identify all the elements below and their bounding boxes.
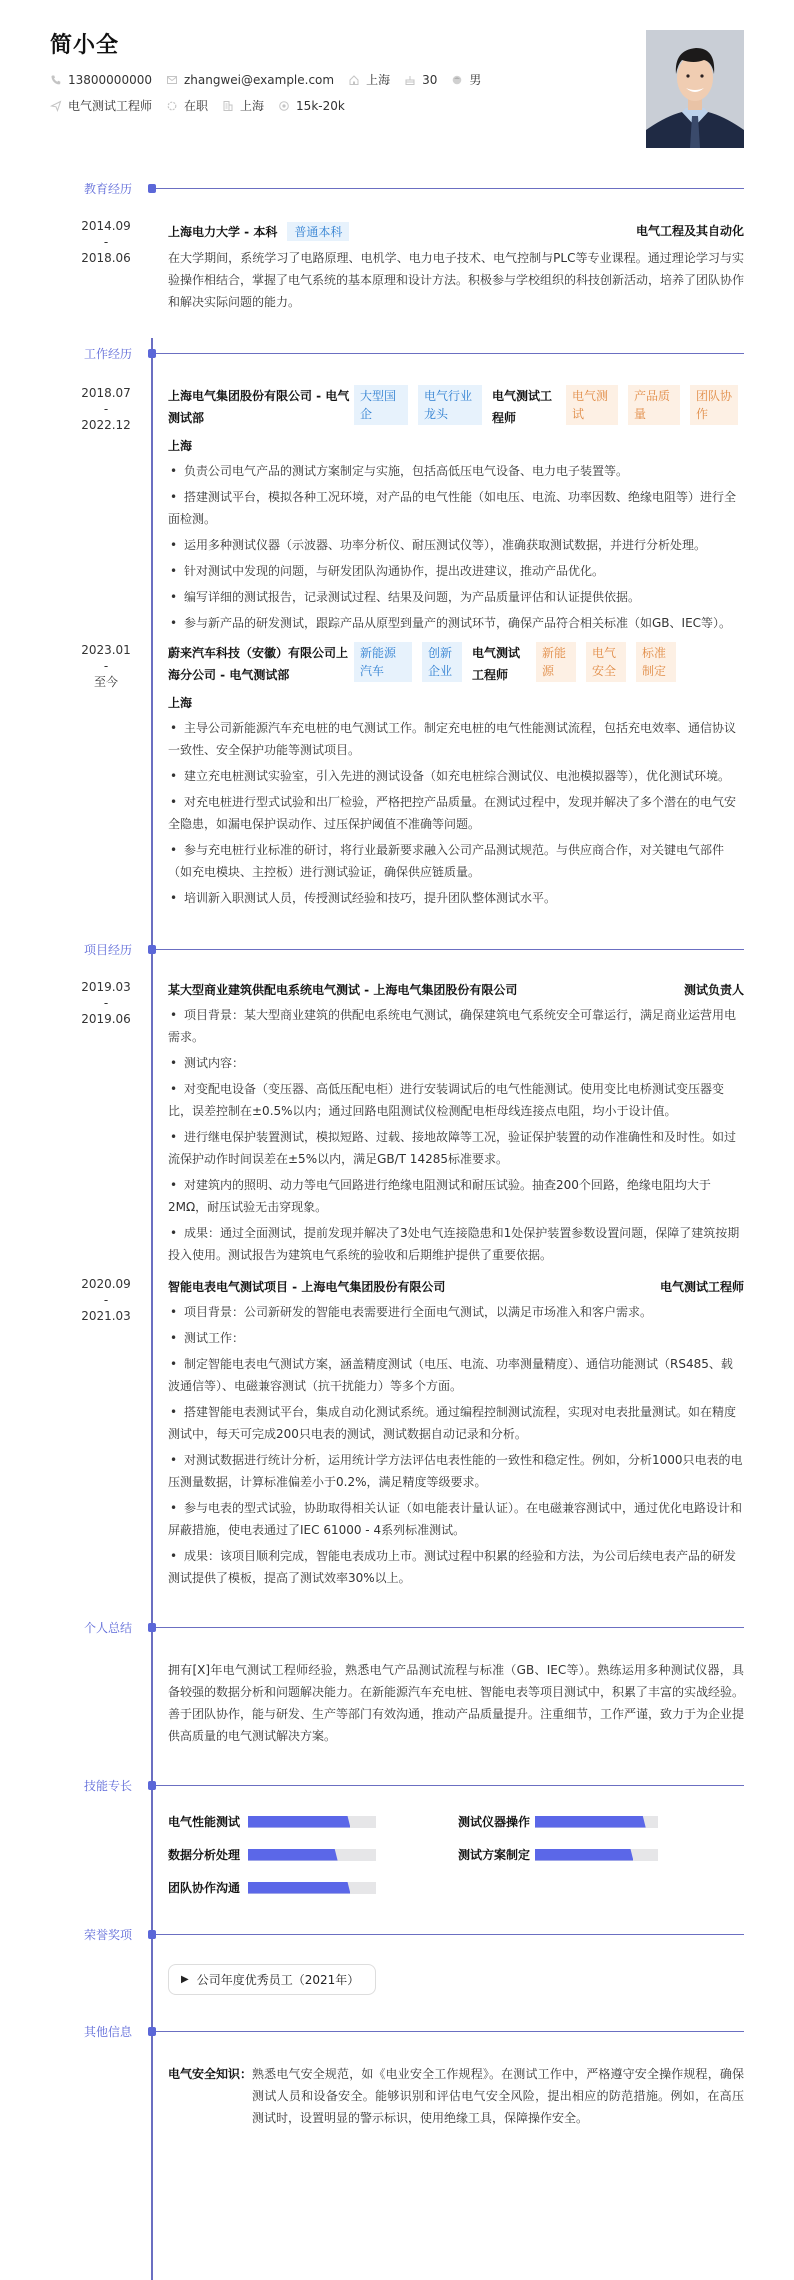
project-role: 电气测试工程师 (659, 1280, 744, 1294)
section-divider (156, 188, 744, 189)
company-name: 上海电气集团股份有限公司 - 电气测试部 (168, 389, 350, 425)
work-city: 上海 (168, 439, 193, 453)
award-text: 公司年度优秀员工（2021年） (196, 1973, 360, 1987)
project-heading (168, 981, 744, 998)
section-header (0, 343, 794, 365)
skill-item (458, 1846, 658, 1863)
school-name: 上海电力大学 - 本科 (168, 225, 278, 239)
other-entry (0, 2063, 794, 2129)
mail-icon (166, 74, 178, 86)
section-title-other: 其他信息 (84, 2025, 133, 2039)
education-date: 2014.09 - 2018.06 (81, 219, 131, 265)
awards-entry (0, 1964, 794, 1995)
work-section (0, 313, 794, 909)
list-item: • 对变配电设备（变压器、高低压配电柜）进行安装调试后的电气性能测试。使用变比电桥测试变压器变比，误差控制在±0.5%以内；通过回路电阻测试仪检测配电柜母线连接点电阻，均小于设计值。 (168, 1082, 725, 1118)
other-section (0, 1995, 794, 2129)
section-divider (156, 2031, 744, 2032)
company-tag: 创新企业 (422, 642, 462, 682)
skill-name: 数据分析处理 (168, 1848, 241, 1862)
section-marker (148, 1930, 156, 1939)
skill-tag: 电气测试 (566, 385, 618, 425)
summary-text: 拥有[X]年电气测试工程师经验，熟悉电气产品测试流程与标准（GB、IEC等）。熟练运用多种测试仪器，具备较强的数据分析和问题解决能力。在新能源汽车充电桩、智能电表等项目测试中，积累了丰富的实战经验。善于团队协作，能与研发、生产等部门有效沟通，推动产品质量提升。注重细节，工作严谨，致力于为企业提供高质量的电气测试解决方案。 (168, 1663, 745, 1743)
list-item: • 针对测试中发现的问题，与研发团队沟通协作，提出改进建议，推动产品优化。 (170, 564, 605, 578)
age-item (404, 73, 437, 87)
list-item: • 成果：该项目顺利完成，智能电表成功上市。测试过程中积累的经验和方法，为公司后续电表产品的研发测试提供了模板，提高了测试效率30%以上。 (168, 1549, 737, 1585)
job-row (50, 97, 359, 114)
skill-name: 测试仪器操作 (458, 1815, 531, 1829)
section-header (0, 939, 794, 961)
major-name: 电气工程及其自动化 (635, 224, 744, 238)
project-role: 测试负责人 (683, 983, 744, 997)
status-item (166, 97, 208, 114)
section-title-summary: 个人总结 (84, 1621, 133, 1635)
skill-tag: 电气安全 (586, 642, 626, 682)
salary-icon (278, 100, 290, 112)
summary-section (0, 1593, 794, 1747)
phone-icon (50, 74, 62, 86)
section-title-skills: 技能专长 (84, 1779, 133, 1793)
section-marker (148, 945, 156, 954)
summary-entry (0, 1659, 794, 1747)
skill-level-fill (535, 1816, 646, 1828)
company-tag: 新能源汽车 (354, 642, 412, 682)
list-item: • 参与新产品的研发测试，跟踪产品从原型到量产的测试环节，确保产品符合相关标准（如GB、IEC等）。 (170, 616, 732, 630)
skill-tags (566, 385, 738, 425)
list-item: • 进行继电保护装置测试，模拟短路、过载、接地故障等工况，验证保护装置的动作准确性和及时性。如过流保护动作时间误差在±5%以内，满足GB/T 14285标准要求。 (168, 1130, 737, 1166)
work-date: 2018.07 - 2022.12 (81, 386, 131, 432)
skill-name: 团队协作沟通 (168, 1881, 241, 1895)
work-city: 上海 (168, 696, 193, 710)
home-icon (348, 74, 360, 86)
list-item: • 测试内容： (170, 1056, 245, 1070)
skill-tag: 标准制定 (636, 642, 676, 682)
status-icon (166, 100, 178, 112)
section-header (0, 2021, 794, 2043)
project-title: 智能电表电气测试项目 - 上海电气集团股份有限公司 (168, 1280, 446, 1294)
section-divider (156, 1785, 744, 1786)
section-divider (156, 1934, 744, 1935)
skill-item (168, 1879, 458, 1896)
list-item: • 成果：通过全面测试，提前发现并解决了3处电气连接隐患和1处保护装置参数设置问题，保障了建筑按期投入使用。测试报告为建筑电气系统的验收和后期维护提供了重要依据。 (168, 1226, 740, 1262)
job-title-text: 电气测试工程师 (68, 99, 153, 113)
section-marker (148, 349, 156, 358)
work-bullets (168, 717, 744, 909)
project-heading (168, 1278, 744, 1295)
skill-bar (535, 1849, 658, 1861)
resume-timeline (0, 160, 794, 2129)
project-entry (0, 1278, 794, 1589)
phone-item (50, 73, 152, 87)
company-tag: 大型国企 (354, 385, 408, 425)
section-title-education: 教育经历 (84, 182, 133, 196)
location-item (348, 71, 390, 88)
project-bullets (168, 1004, 744, 1266)
skill-level-fill (248, 1882, 350, 1894)
section-divider (156, 949, 744, 950)
section-header (0, 1775, 794, 1797)
skill-item (458, 1813, 658, 1830)
section-divider (156, 1627, 744, 1628)
send-icon (50, 100, 62, 112)
skill-tags (536, 642, 676, 682)
degree-badge: 普通本科 (287, 222, 349, 241)
list-item: • 对充电桩进行型式试验和出厂检验，严格把控产品质量。在测试过程中，发现并解决了多个潜在的电气安全隐患，如漏电保护误动作、过压保护阈值不准确等问题。 (168, 795, 737, 831)
company-tags (354, 642, 472, 682)
location-text: 上海 (366, 73, 391, 87)
job-role: 电气测试工程师 (472, 646, 521, 682)
company-tags (354, 385, 492, 425)
city-item (222, 97, 264, 114)
work-entry (0, 385, 794, 634)
education-description: 在大学期间，系统学习了电路原理、电机学、电力电子技术、电气控制与PLC等专业课程。通过理论学习与实验操作相结合，掌握了电气系统的基本原理和设计方法。积极参与学校组织的科技创新活动，培养了团队协作和解决实际问题的能力。 (168, 251, 745, 309)
section-title-project: 项目经历 (84, 943, 133, 957)
skill-level-fill (535, 1849, 633, 1861)
skill-bar (248, 1882, 376, 1894)
list-item: • 培训新入职测试人员，传授测试经验和技巧，提升团队整体测试水平。 (170, 891, 557, 905)
section-marker (148, 2027, 156, 2036)
status-text: 在职 (184, 99, 209, 113)
age-icon (404, 74, 416, 86)
list-item: • 对建筑内的照明、动力等电气回路进行绝缘电阻测试和耐压试验。抽查200个回路，绝缘电阻均大于2MΩ，耐压试验无击穿现象。 (168, 1178, 711, 1214)
company-tag: 电气行业龙头 (418, 385, 482, 425)
section-header (0, 178, 794, 200)
candidate-name: 简小全 (50, 33, 120, 58)
list-item: • 测试工作： (170, 1331, 245, 1345)
education-heading (168, 222, 744, 241)
company-name: 蔚来汽车科技（安徽）有限公司上海分公司 - 电气测试部 (168, 646, 349, 682)
list-item: • 制定智能电表电气测试方案，涵盖精度测试（电压、电流、功率测量精度）、通信功能测试（RS485、载波通信等）、电磁兼容测试（抗干扰能力）等多个方面。 (168, 1357, 733, 1393)
skill-bar (248, 1849, 376, 1861)
age-text: 30 (422, 72, 438, 87)
project-date: 2020.09 - 2021.03 (81, 1277, 131, 1323)
work-heading (168, 642, 744, 686)
skill-bar (248, 1816, 376, 1828)
skill-tag: 新能源 (536, 642, 576, 682)
other-item (168, 2063, 744, 2129)
skill-item (168, 1846, 458, 1863)
work-entry (0, 642, 794, 909)
list-item: • 负责公司电气产品的测试方案制定与实施，包括高低压电气设备、电力电子装置等。 (170, 464, 629, 478)
section-title-awards: 荣誉奖项 (84, 1928, 133, 1942)
phone-text: 13800000000 (68, 72, 152, 87)
list-item: • 编写详细的测试报告，记录测试过程、结果及问题，为产品质量评估和认证提供依据。 (170, 590, 641, 604)
project-date: 2019.03 - 2019.06 (81, 980, 131, 1026)
skill-item (168, 1813, 458, 1830)
job-title-item (50, 97, 152, 114)
building-icon (222, 100, 234, 112)
skill-name: 测试方案制定 (458, 1848, 531, 1862)
education-section (0, 160, 794, 313)
triangle-right-icon: ▶ (181, 1974, 189, 1985)
city-text: 上海 (240, 99, 265, 113)
list-item: • 参与电表的型式试验，协助取得相关认证（如电能表计量认证）。在电磁兼容测试中，通过优化电路设计和屏蔽措施，使电表通过了IEC 61000 - 4系列标准测试。 (168, 1501, 743, 1537)
list-item: • 参与充电桩行业标准的研讨，将行业最新要求融入公司产品测试规范。与供应商合作，对关键电气部件（如充电模块、主控板）进行测试验证，确保供应链质量。 (168, 843, 725, 879)
skill-level-fill (248, 1849, 338, 1861)
section-marker (148, 1781, 156, 1790)
gender-text: 男 (469, 73, 482, 87)
work-date: 2023.01 - 至今 (81, 643, 131, 689)
project-bullets (168, 1301, 744, 1589)
education-entry (0, 219, 794, 313)
work-bullets (168, 460, 744, 634)
gender-item (451, 71, 481, 88)
list-item: • 主导公司新能源汽车充电桩的电气测试工作。制定充电桩的电气性能测试流程，包括充电效率、通信协议一致性、安全保护功能等测试项目。 (168, 721, 737, 757)
section-marker (148, 1623, 156, 1632)
skill-tag: 产品质量 (628, 385, 680, 425)
work-heading (168, 385, 744, 429)
list-item: • 项目背景：某大型商业建筑的供配电系统电气测试，确保建筑电气系统安全可靠运行，满足商业运营用电需求。 (168, 1008, 737, 1044)
salary-item (278, 99, 345, 113)
section-marker (148, 184, 156, 193)
list-item: • 对测试数据进行统计分析，运用统计学方法评估电表性能的一致性和稳定性。例如，分析1000只电表的电压测量数据，计算标准偏差小于0.2%，满足精度等级要求。 (168, 1453, 743, 1489)
skill-name: 电气性能测试 (168, 1815, 241, 1829)
project-title: 某大型商业建筑供配电系统电气测试 - 上海电气集团股份有限公司 (168, 983, 518, 997)
section-divider (156, 353, 744, 354)
list-item: • 搭建智能电表测试平台，集成自动化测试系统。通过编程控制测试流程，实现对电表批量测试。如在精度测试中，每天可完成200只电表的测试，测试数据自动记录和分析。 (168, 1405, 737, 1441)
other-text: 熟悉电气安全规范，如《电业安全工作规程》。在测试工作中，严格遵守安全操作规程，确保测试人员和设备安全。能够识别和评估电气安全风险，提出相应的防范措施。例如，在高压测试时，设置明显的警示标识，使用绝缘工具，保障操作安全。 (252, 2067, 744, 2125)
skills-section (0, 1747, 794, 1896)
list-item: • 搭建测试平台，模拟各种工况环境，对产品的电气性能（如电压、电流、功率因数、绝缘电阻等）进行全面检测。 (168, 490, 737, 526)
skills-grid (0, 1813, 794, 1896)
award-item[interactable] (168, 1964, 376, 1995)
profile-photo (646, 30, 744, 148)
project-entry (0, 981, 794, 1266)
awards-section (0, 1896, 794, 1995)
contact-row (50, 71, 495, 88)
job-role: 电气测试工程师 (492, 389, 553, 425)
other-label: 电气安全知识： (168, 2067, 253, 2081)
section-header (0, 1617, 794, 1639)
skill-tag: 团队协作 (690, 385, 738, 425)
gender-icon (451, 74, 463, 86)
section-header (0, 1924, 794, 1946)
skill-level-fill (248, 1816, 350, 1828)
list-item: • 运用多种测试仪器（示波器、功率分析仪、耐压测试仪等），准确获取测试数据，并进行分析处理。 (170, 538, 707, 552)
email-item (166, 73, 334, 87)
skill-bar (535, 1816, 658, 1828)
list-item: • 建立充电桩测试实验室，引入先进的测试设备（如充电桩综合测试仪、电池模拟器等），优化测试环境。 (170, 769, 731, 783)
section-title-work: 工作经历 (84, 347, 133, 361)
email-text: zhangwei@example.com (183, 72, 335, 87)
resume-header (0, 0, 794, 160)
project-section (0, 913, 794, 1589)
list-item: • 项目背景：公司新研发的智能电表需要进行全面电气测试，以满足市场准入和客户需求。 (170, 1305, 653, 1319)
salary-text: 15k-20k (296, 98, 345, 113)
